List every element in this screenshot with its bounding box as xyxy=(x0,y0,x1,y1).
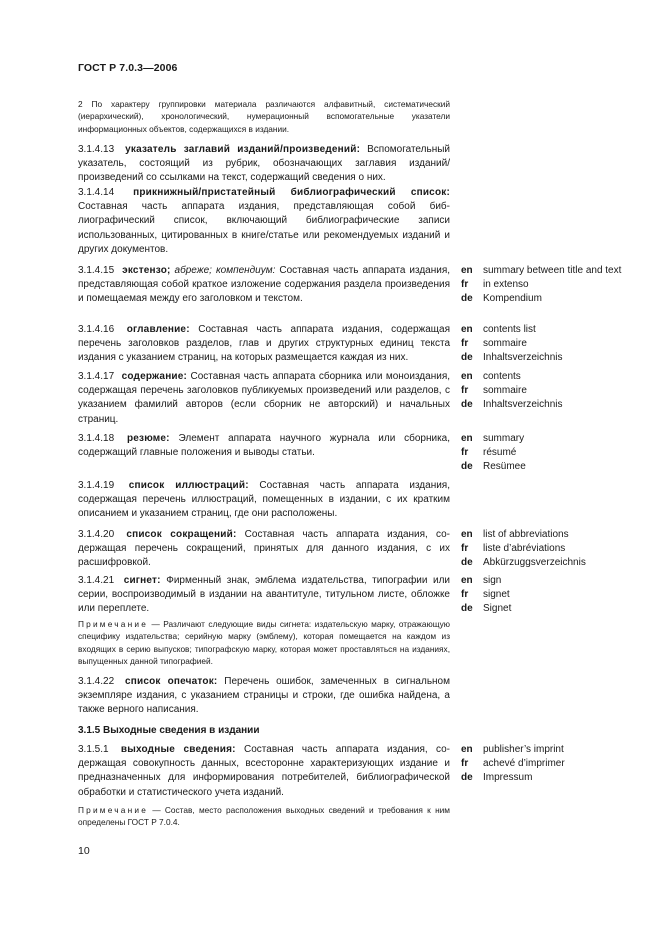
entry-number: 3.1.4.21 xyxy=(78,575,115,586)
entry-definition: Вспомогательный указатель, состоящий из рубрик, обозначающих заглавия изданий/произведений со ссылками на текст, содержащий сведения о них. xyxy=(78,144,450,184)
page-number: 10 xyxy=(78,845,90,857)
entry-definition: Составная часть аппарата издания, содержащая перечень заголовков разделов, глав и других структурных единиц текста издания с указанием страниц, на которых размещается каждая из них. xyxy=(78,324,451,364)
entry-3-1-4-17 xyxy=(78,370,450,427)
equivalent-term: Signet xyxy=(483,603,512,615)
lang-code: en xyxy=(461,575,473,586)
equivalent-term: publisher’s imprint xyxy=(483,744,564,755)
lang-code: de xyxy=(461,772,473,784)
note-text: — Различают следующие виды сигнета: издательскую марку, отражающую специфику издательства; серийную марку (эмблему), которая помещается на каждом из входящих в серию выпусков; типографскую марку, которая может проставляться на изданиях, выпущенных данной типографией. xyxy=(78,619,450,667)
equivalent-term: Abkürzuggsverzeichnis xyxy=(483,557,586,569)
lang-code: de xyxy=(461,461,473,473)
entry-term: выходные сведения: xyxy=(120,744,236,755)
equivalent-term: Resümee xyxy=(483,461,526,473)
equivalent-term: Inhaltsverzeichnis xyxy=(483,352,563,364)
entry-definition: Составная часть аппарата издания, содержащая перечень иллюстраций, помещенных в издании, с их кратким описанием и указанием страниц, где они расположены. xyxy=(78,480,451,520)
lang-code: de xyxy=(461,399,473,411)
equivalent-term: Impressum xyxy=(483,772,533,784)
lang-code: fr xyxy=(461,279,469,291)
equivalents-3-1-4-21 xyxy=(461,574,641,617)
entry-number: 3.1.4.16 xyxy=(78,324,115,335)
equivalents-3-1-4-20 xyxy=(461,528,641,571)
equivalent-term: contents xyxy=(483,371,521,382)
lang-code: en xyxy=(461,265,473,276)
equivalents-3-1-4-17 xyxy=(461,370,641,413)
entry-3-1-4-13 xyxy=(78,143,450,186)
entry-number: 3.1.4.22 xyxy=(78,676,115,687)
lang-code: en xyxy=(461,744,473,755)
equivalents-3-1-4-16 xyxy=(461,323,641,366)
lang-code: de xyxy=(461,603,473,615)
note-text: — Состав, место расположения выходных сведений и требования к ним определены ГОСТ Р 7.0.4. xyxy=(78,805,450,828)
entry-definition: Элемент аппарата научного журнала или сборника, содержащий главные положения и выводы статьи. xyxy=(78,433,450,459)
entry-term: оглавление: xyxy=(126,324,190,335)
entry-3-1-4-19 xyxy=(78,479,450,522)
lang-code: en xyxy=(461,529,473,540)
entry-3-1-5-1 xyxy=(78,743,450,800)
entry-3-1-4-18 xyxy=(78,432,450,460)
entry-3-1-4-22 xyxy=(78,675,450,718)
entry-number: 3.1.4.20 xyxy=(78,529,115,540)
entry-3-1-4-21 xyxy=(78,574,450,617)
entry-3-1-4-14 xyxy=(78,186,450,257)
entry-term: содержание: xyxy=(121,371,188,382)
entry-3-1-4-16 xyxy=(78,323,450,366)
entry-number: 3.1.4.13 xyxy=(78,144,115,155)
entry-number: 3.1.4.15 xyxy=(78,265,115,276)
entry-term: экстензо; xyxy=(122,265,171,276)
lang-code: fr xyxy=(461,758,469,770)
equivalent-term: résumé xyxy=(483,447,517,459)
entry-term: прикнижный/пристатейный библиографический список: xyxy=(133,187,450,198)
entry-term: указатель заглавий изданий/произведений: xyxy=(125,144,361,155)
entry-term: список иллюстраций: xyxy=(128,480,249,491)
equivalent-term: signet xyxy=(483,589,510,601)
lang-code: en xyxy=(461,371,473,382)
entry-definition: Составная часть аппарата издания, представляющая собой краткое изложение содержания раздела произведения и помещаемая между его заголовком и текстом. xyxy=(78,265,451,305)
entry-number: 3.1.4.19 xyxy=(78,480,115,491)
equivalent-term: sommaire xyxy=(483,338,527,350)
equivalents-3-1-5-1 xyxy=(461,743,641,786)
entry-term: список опечаток: xyxy=(124,676,218,687)
equivalents-3-1-4-15 xyxy=(461,264,641,307)
lang-code: de xyxy=(461,557,473,569)
equivalent-term: liste d’abréviations xyxy=(483,543,566,555)
entry-number: 3.1.4.14 xyxy=(78,187,115,198)
equivalent-term: contents list xyxy=(483,324,536,335)
note-label: Примечание xyxy=(78,619,149,629)
entry-3-1-4-20 xyxy=(78,528,450,571)
entry-number: 3.1.5.1 xyxy=(78,744,109,755)
entry-term: резюме: xyxy=(126,433,170,444)
entry-definition: Фирменный знак, эмблема издательства, типографии или серии, воспроизводимый в издании на авантитуле, титульном листе, обложке или переплете. xyxy=(78,575,451,615)
entry-term-alt: абреже; компендиум: xyxy=(174,265,276,276)
lang-code: fr xyxy=(461,338,469,350)
entry-definition: Составная часть аппарата сборника или моноиздания, содержащая перечень заголовков публикуемых произведений или разделов, с указанием фамилий авторов (если сборник не авторский) и начальных страниц. xyxy=(78,371,451,425)
equivalent-term: Inhaltsverzeichnis xyxy=(483,399,563,411)
document-header: ГОСТ Р 7.0.3—2006 xyxy=(78,62,178,74)
lang-code: en xyxy=(461,324,473,335)
entry-definition: Составная часть аппарата издания, представляющая собой библиографический список, включающий библиографические записи использованных, цитированных в книге/статье или рекомендуемых изданий и других документов. xyxy=(78,201,450,255)
lang-code: fr xyxy=(461,447,469,459)
entry-number: 3.1.4.17 xyxy=(78,371,115,382)
note-imprint xyxy=(78,804,450,829)
entry-definition: Составная часть аппарата издания, содержащая совокупность данных, всесторонне характеризующих издание и предназначенных для информирования потребителей, библиографической обработки и статистического учета изданий. xyxy=(78,744,450,798)
lang-code: de xyxy=(461,293,473,305)
lang-code: fr xyxy=(461,385,469,397)
equivalent-term: summary between title and text xyxy=(483,265,622,276)
equivalent-term: summary xyxy=(483,433,525,444)
entry-term: список сокращений: xyxy=(126,529,237,540)
note-label: Примечание xyxy=(78,805,149,815)
lang-code: de xyxy=(461,352,473,364)
entry-3-1-4-15 xyxy=(78,264,450,307)
entry-definition: Перечень ошибок, замеченных в сигнальном экземпляре издания, с указанием страницы и строки, где ошибка найдена, а также верного написания. xyxy=(78,676,450,716)
note-signet xyxy=(78,618,450,668)
entry-definition: Составная часть аппарата издания, содержащая перечень сокращений, принятых для данного издания, с их расшифровкой. xyxy=(78,529,450,569)
intro-note: 2 По характеру группировки материала различаются алфавитный, систематический (иерархический), хронологический, нумерационный вспомогательные указатели информационных объектов, содержащихся в издании. xyxy=(78,99,450,134)
equivalents-3-1-4-18 xyxy=(461,432,641,475)
equivalent-term: in extenso xyxy=(483,279,529,291)
lang-code: fr xyxy=(461,589,469,601)
section-heading: 3.1.5 Выходные сведения в издании xyxy=(78,725,260,736)
equivalent-term: achevé d’imprimer xyxy=(483,758,565,770)
equivalent-term: sign xyxy=(483,575,502,586)
lang-code: en xyxy=(461,433,473,444)
lang-code: fr xyxy=(461,543,469,555)
equivalent-term: list of abbreviations xyxy=(483,529,569,540)
equivalent-term: Kompendium xyxy=(483,293,542,305)
entry-number: 3.1.4.18 xyxy=(78,433,115,444)
equivalent-term: sommaire xyxy=(483,385,527,397)
entry-term: сигнет: xyxy=(123,575,161,586)
